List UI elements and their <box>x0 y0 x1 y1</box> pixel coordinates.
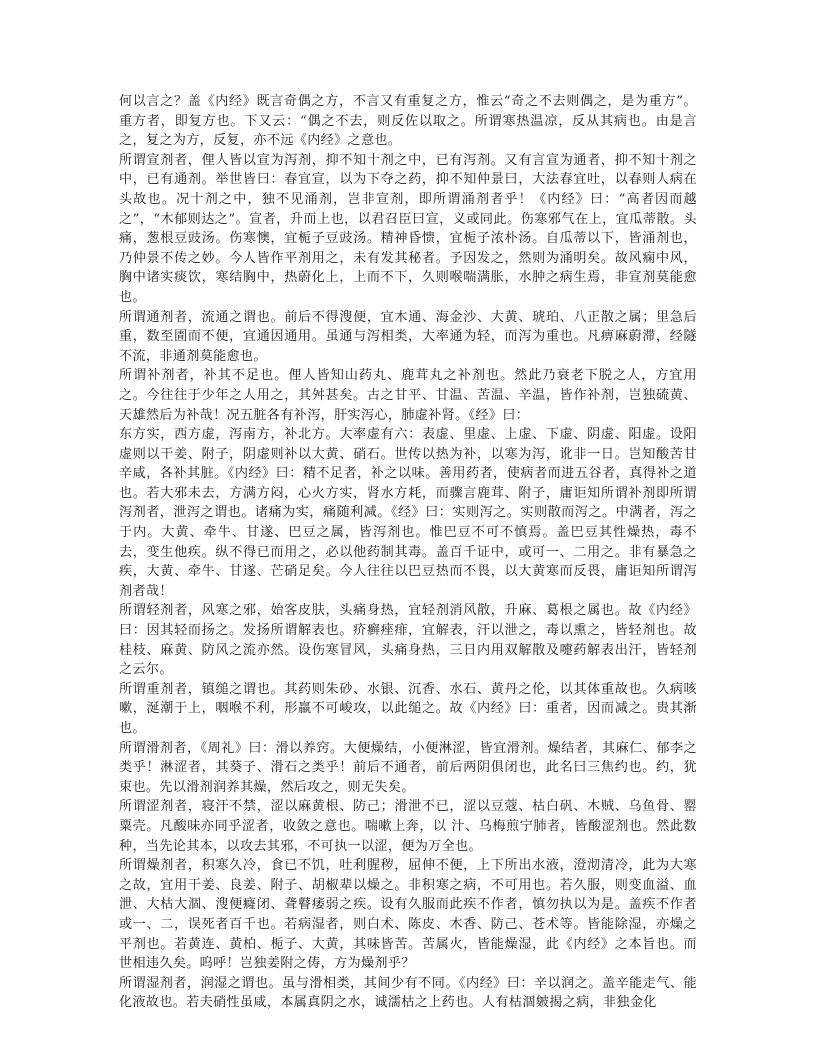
paragraph-hua-ji: 所谓滑剂者，《周礼》曰：滑以养窍。大便燥结，小便淋涩，皆宜滑剂。燥结者，其麻仁、郁李之类乎！淋涩者，其葵子、滑石之类乎！前后不通者，前后两阴俱闭也，此名曰三焦约也。约，犹束也。先以滑剂润养其燥，然后攻之，则无失矣。 <box>119 740 697 795</box>
paragraph-zhong-ji: 所谓重剂者，镇缒之谓也。其药则朱砂、水银、沉香、水石、黄丹之伦，以其体重故也。久病咳嗽，涎潮于上，咽喉不利，形羸不可峻攻，以此缒之。故《内经》曰：重者，因而减之。贵其渐也。 <box>119 681 697 736</box>
paragraph-xuan-ji: 所谓宣剂者，俚人皆以宣为泻剂，抑不知十剂之中，已有泻剂。又有言宣为通者，抑不知十剂之中，已有通剂。举世皆曰：春宜宣，以为下夺之药，抑不知仲景曰，大法春宜吐，以春则人病在头故也。况十剂之中，独不见涌剂，岂非宣剂，即所谓涌剂者乎！《内经》曰：“高者因而越之”，“木郁则达之”。宣者，升而上也，以君召臣曰宣，义或同此。伤寒邪气在上，宜瓜蒂散。头痛，葱根豆豉汤。伤寒懊，宜栀子豆豉汤。精神昏愦，宜栀子浓朴汤。自瓜蒂以下，皆涌剂也，乃仲景不传之妙。今人皆作平剂用之，未有发其秘者。予因发之，然则为涌明矣。故风痫中风，胸中诸实痰饮，寒结胸中，热蔚化上，上而不下，久则喉喘满胀，水肿之病生焉，非宣剂莫能愈也。 <box>119 152 697 305</box>
paragraph-bu-ji: 所谓补剂者，补其不足也。俚人皆知山药丸、鹿茸丸之补剂也。然此乃衰老下脱之人，方宜用之。今往往于少年之人用之，其舛甚矣。古之甘平、甘温、苦温、辛温，皆作补剂，岂独硫黄、天雄然后为补哉！况五脏各有补泻，肝实泻心，肺虚补肾。《经》曰： <box>119 368 697 423</box>
paragraph-shi-ji: 所谓湿剂者，润湿之谓也。虽与滑相类，其间少有不同。《内经》曰：辛以润之。盖辛能走气、能化液故也。若夫硝性虽咸，本属真阴之水，诚濡枯之上药也。人有枯涸皴揭之病，非独金化 <box>119 975 697 1011</box>
paragraph-se-ji: 所谓涩剂者，寝汗不禁，涩以麻黄根、防己；滑泄不已，涩以豆蔻、枯白矾、木贼、乌鱼骨、罂粟壳。凡酸味亦同乎涩者，收敛之意也。喘嗽上奔，以 汁、乌梅煎宁肺者，皆酸涩剂也。然此数种，当先论其本，以攻去其邪，不可执一以涩，便为万全也。 <box>119 799 697 854</box>
paragraph-zao-ji: 所谓燥剂者，积寒久冷，食已不饥，吐利腥秽，屈伸不便，上下所出水液，澄沏清冷，此为大寒之故，宜用干姜、良姜、附子、胡椒辈以燥之。非积寒之病，不可用也。若久服，则变血溢、血泄、大枯大涸、溲便癃闭、聋瞽痿弱之疾。设有久服而此疾不作者，慎勿执以为是。盖疾不作者或一、二，误死者百千也。若病湿者，则白术、陈皮、木香、防己、苍术等。皆能除湿，亦燥之平剂也。若黄连、黄柏、栀子、大黄，其味皆苦。苦属火，皆能燥湿，此《内经》之本旨也。而世相违久矣。呜呼！岂独姜附之俦，方为燥剂乎？ <box>119 858 697 972</box>
paragraph-qing-ji: 所谓轻剂者，风寒之邪，始客皮肤，头痛身热，宜轻剂消风散，升麻、葛根之属也。故《内经》曰：因其轻而扬之。发扬所谓解表也。疥癣痤痱，宜解表，汗以泄之，毒以熏之，皆轻剂也。故桂枝、麻黄、防风之流亦然。设伤寒冒风，头痛身热，三日内用双解散及嚏药解表出汗，皆轻剂之云尔。 <box>119 603 697 678</box>
paragraph-xie-ji: 东方实，西方虚，泻南方，补北方。大率虚有六：表虚、里虚、上虚、下虚、阴虚、阳虚。设阳虚则以干姜、附子，阴虚则补以大黄、硝石。世传以热为补，以寒为泻，讹非一日。岂知酸苦甘辛咸，各补其脏。《内经》曰：精不足者，补之以味。善用药者，使病者而进五谷者，真得补之道也。若大邪未去，方满方闷，心火方实，肾水方耗，而骤言鹿茸、附子，庸讵知所谓补剂即所谓泻剂者，泄泻之谓也。诸痛为实，痛随利减。《经》曰：实则泻之。实则散而泻之。中满者，泻之于内。大黄、牵牛、甘遂、巴豆之属，皆泻剂也。惟巴豆不可不慎焉。盖巴豆其性燥热，毒不去，变生他疾。纵不得已而用之，必以他药制其毒。盖百千证中，或可一、二用之。非有暴急之疾，大黄、牵牛、甘遂、芒硝足矣。今人往往以巴豆热而不畏，以大黄寒而反畏，庸讵知所谓泻剂者哉！ <box>119 427 697 599</box>
paragraph-fang-intro: 何以言之？盖《内经》既言奇偶之方，不言又有重复之方，惟云“奇之不去则偶之，是为重方”。重方者，即复方也。下又云：“偶之不去，则反佐以取之。所谓寒热温凉，反从其病也。由是言之，复之为方，反复，亦不远《内经》之意也。 <box>119 94 697 149</box>
paragraph-tong-ji: 所谓通剂者，流通之谓也。前后不得溲便，宜木通、海金沙、大黄、琥珀、八正散之属；里急后重，数至圊而不便，宜通因通用。虽通与泻相类，大率通为轻，而泻为重也。凡痹麻蔚滞，经隧不流，非通剂莫能愈也。 <box>119 309 697 364</box>
document-page <box>119 92 697 1013</box>
